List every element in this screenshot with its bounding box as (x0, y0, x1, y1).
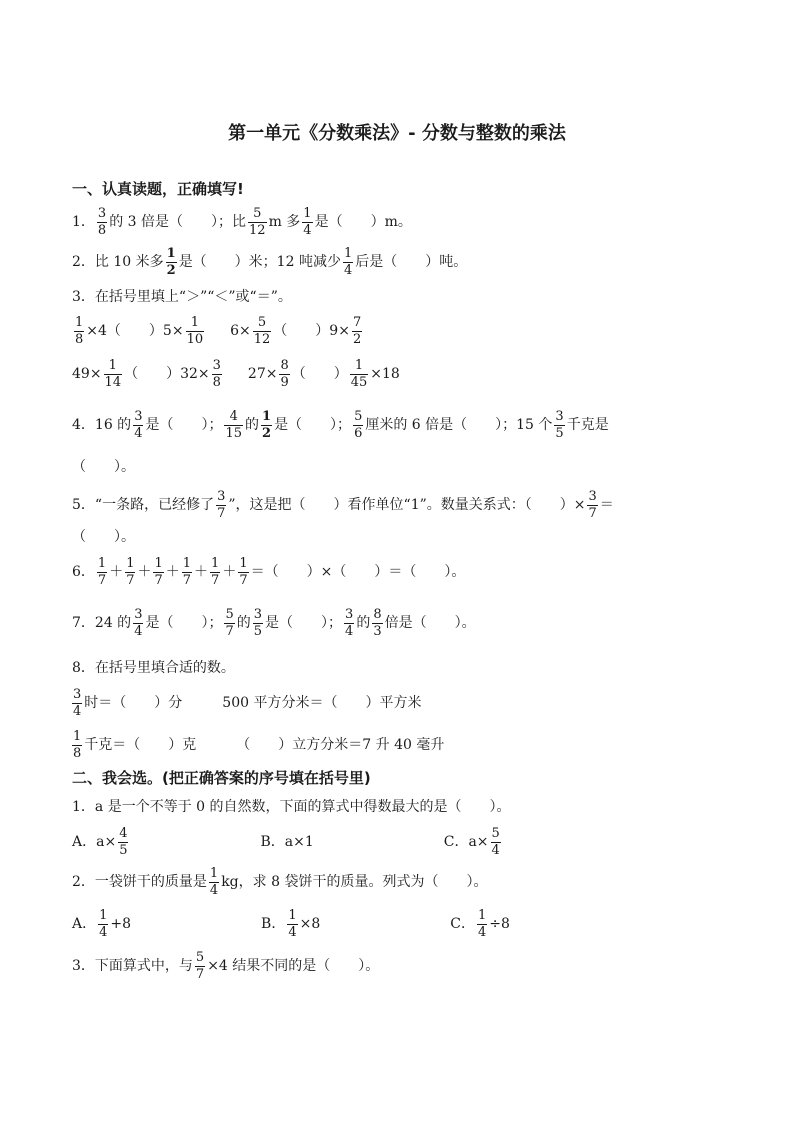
text: ＝ (599, 497, 614, 513)
fraction: $\frac{5}{12}$ (253, 314, 271, 347)
text: 的 (236, 615, 251, 631)
text: ＝（ ）×（ ）＝（ ）。 (250, 564, 466, 580)
section2-heading: 二、我会选。(把正确答案的序号填在括号里) (72, 768, 371, 787)
text: “一条路，已经修了 (94, 497, 215, 513)
section1-heading: 一、认真读题，正确填写! (72, 179, 244, 198)
fraction: $\frac{1}{10}$ (186, 314, 204, 347)
fraction: $\frac{1}{4}$ (477, 907, 487, 940)
text: a 是一个不等于 0 的自然数，下面的算式中得数最大的是（ ）。 (94, 799, 511, 815)
text: ÷8 (489, 916, 510, 932)
fraction: $\frac{1}{4}$ (99, 907, 108, 940)
fraction: $\frac{1}{4}$ (343, 245, 353, 278)
fraction: $\frac{7}{2}$ (352, 314, 362, 347)
question-number: 2． (72, 254, 95, 270)
question-1-7 (72, 603, 476, 643)
fraction: $\frac{1}{7}$ (211, 555, 220, 588)
option-a: A．a× (72, 834, 117, 850)
text: 24 的 (94, 615, 132, 631)
text: ×18 (370, 366, 400, 382)
text: 比 10 米多 (94, 254, 164, 270)
fraction: $\frac{3}{7}$ (588, 488, 597, 521)
text: m 多 (268, 214, 301, 230)
fraction: $\frac{3}{7}$ (217, 488, 226, 521)
fraction: $\frac{1}{2}$ (262, 408, 272, 441)
question-2-2 (72, 862, 487, 902)
text: 的 3 倍是（ ）；比 (109, 214, 247, 230)
text: （ ）。 (72, 459, 135, 475)
question-number: 5． (72, 497, 95, 513)
question-1-2 (72, 242, 467, 282)
text: 时＝（ ）分 (84, 695, 183, 711)
plus-sign: ＋ (165, 564, 180, 580)
plus-sign: ＋ (222, 564, 237, 580)
question-number: 6． (72, 564, 95, 580)
fraction: $\frac{1}{8}$ (73, 728, 82, 761)
text: ”，这是把（ ）看作单位“1”。数量关系式：（ ）× (228, 497, 586, 513)
question-number: 3． (72, 958, 95, 974)
fraction: $\frac{8}{9}$ (280, 357, 289, 390)
plus-sign: ＋ (109, 564, 124, 580)
text: 是（ ）米；12 吨减少 (178, 254, 341, 270)
text: 是（ ）； (145, 417, 223, 433)
fraction: $\frac{4}{5}$ (119, 825, 128, 858)
question-number: 1． (72, 214, 95, 230)
fraction: $\frac{1}{45}$ (350, 357, 368, 390)
text: 6× (230, 323, 251, 339)
text: 27× (247, 366, 278, 382)
text: 在括号里填合适的数。 (94, 660, 235, 676)
text: ×4（ ）5× (86, 323, 184, 339)
fraction: $\frac{1}{2}$ (166, 245, 176, 278)
fraction: $\frac{5}{7}$ (195, 949, 205, 982)
question-number: 1． (72, 799, 95, 815)
question-2-3 (72, 946, 379, 986)
question-1-4-cont (72, 447, 135, 487)
text: 16 的 (94, 417, 132, 433)
text: 千克＝（ ）克 (84, 737, 197, 753)
option-b: B． (261, 916, 286, 932)
question-2-1 (72, 787, 511, 827)
text: 千克是 (566, 417, 609, 433)
text: 一袋饼干的质量是 (94, 874, 207, 890)
option-c: C．a× (443, 834, 489, 850)
fraction: $\frac{1}{7}$ (154, 555, 163, 588)
options-2-2 (72, 904, 510, 944)
text: 是（ ）； (145, 615, 223, 631)
fraction: $\frac{1}{7}$ (182, 555, 192, 588)
text: 倍是（ ）。 (384, 615, 476, 631)
question-1-5-cont (72, 517, 135, 557)
question-1-6 (72, 552, 465, 592)
fraction: $\frac{4}{15}$ (225, 408, 243, 441)
question-1-8 (72, 648, 235, 688)
option-c: C． (450, 916, 475, 932)
text: 后是（ ）吨。 (355, 254, 468, 270)
text: 下面算式中，与 (94, 958, 193, 974)
conversion-row-1 (72, 683, 421, 723)
text: 是（ ）； (265, 615, 343, 631)
text: 的 (356, 615, 371, 631)
fraction: $\frac{3}{4}$ (73, 686, 82, 719)
text: 500 平方分米＝（ ）平方米 (222, 695, 422, 711)
fraction: $\frac{5}{12}$ (249, 205, 266, 238)
text: （ ）。 (72, 529, 135, 545)
page-title: 第一单元《分数乘法》- 分数与整数的乘法 (228, 123, 566, 144)
fraction: $\frac{1}{4}$ (209, 865, 219, 898)
question-number: 2． (72, 874, 95, 890)
text: ×4 结果不同的是（ ）。 (207, 958, 380, 974)
question-number: 7． (72, 615, 95, 631)
text: 在括号里填上“＞”“＜”或“＝”。 (94, 289, 292, 305)
question-number: 8． (72, 660, 95, 676)
plus-sign: ＋ (194, 564, 209, 580)
text: （ ）9× (273, 323, 350, 339)
compare-row-1 (72, 311, 364, 351)
fraction: $\frac{8}{3}$ (373, 606, 382, 639)
fraction: $\frac{1}{14}$ (104, 357, 122, 390)
text: 49× (72, 366, 102, 382)
fraction: $\frac{3}{5}$ (253, 606, 263, 639)
fraction: $\frac{1}{7}$ (97, 555, 107, 588)
fraction: $\frac{1}{4}$ (303, 205, 312, 238)
text: ×8 (299, 916, 321, 932)
fraction: $\frac{1}{7}$ (239, 555, 248, 588)
fraction: $\frac{5}{4}$ (491, 825, 500, 858)
text: +8 (110, 916, 132, 932)
text: 厘米的 6 倍是（ ）；15 个 (365, 417, 553, 433)
text: 是（ ）； (274, 417, 352, 433)
options-2-1 (72, 822, 503, 862)
text: （ ）32× (124, 366, 210, 382)
option-a: A． (72, 916, 97, 932)
text: （ ）立方分米＝7 升 40 毫升 (236, 737, 445, 753)
fraction: $\frac{3}{4}$ (345, 606, 354, 639)
option-b: B．a×1 (260, 834, 314, 850)
question-1-5 (72, 485, 614, 525)
fraction: $\frac{1}{7}$ (126, 555, 135, 588)
fraction: $\frac{3}{8}$ (212, 357, 221, 390)
text: （ ） (291, 366, 348, 382)
text: 的 (245, 417, 260, 433)
fraction: $\frac{5}{6}$ (354, 408, 363, 441)
fraction: $\frac{3}{5}$ (555, 408, 564, 441)
fraction: $\frac{1}{4}$ (288, 907, 297, 940)
question-number: 3． (72, 289, 95, 305)
question-number: 4． (72, 417, 95, 433)
question-1-4 (72, 405, 609, 445)
text: kg，求 8 袋饼干的质量。列式为（ ）。 (221, 874, 488, 890)
text: 是（ ）m。 (314, 214, 412, 230)
fraction: $\frac{3}{4}$ (134, 408, 143, 441)
fraction: $\frac{1}{8}$ (75, 314, 84, 347)
plus-sign: ＋ (137, 564, 152, 580)
question-1-1 (72, 202, 412, 242)
fraction: $\frac{3}{8}$ (97, 205, 107, 238)
fraction: $\frac{5}{7}$ (225, 606, 234, 639)
compare-row-2 (72, 354, 400, 394)
fraction: $\frac{3}{4}$ (134, 606, 143, 639)
